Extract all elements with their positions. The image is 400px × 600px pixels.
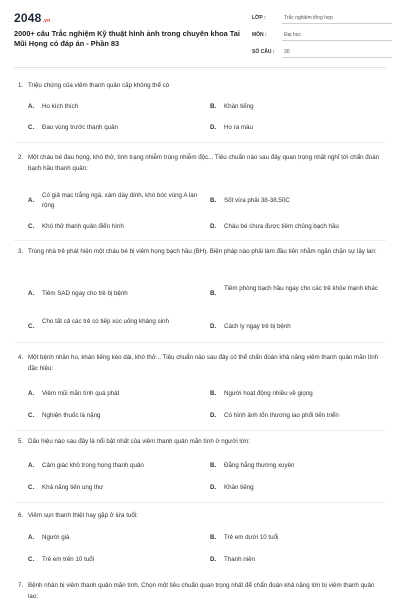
question-6 bbox=[14, 510, 386, 574]
option-letter: C. bbox=[28, 484, 35, 491]
meta-value: Đại học bbox=[282, 29, 392, 41]
option-text: Có hình ảnh tổn thương lao phổi tiến triển bbox=[224, 412, 339, 419]
option-letter: B. bbox=[210, 390, 217, 397]
option-letter: C. bbox=[28, 412, 35, 419]
option-letter: D. bbox=[210, 412, 217, 419]
question-stem: Trong nhà trẻ phát hiện một cháu bé bị viêm họng bạch hầu (BH). Biện pháp nào phải làm đầu tiên nhằm ngăn chặn sự lây lan: bbox=[28, 248, 377, 255]
question-divider bbox=[14, 240, 386, 241]
option-text: Ho kích thích bbox=[42, 103, 79, 110]
option-text: Khó thở thanh quản điển hình bbox=[42, 223, 124, 230]
option-letter: C. bbox=[28, 124, 35, 131]
question-7 bbox=[14, 580, 386, 600]
meta-key: MÔN : bbox=[252, 32, 267, 38]
question-text bbox=[14, 510, 386, 521]
option-text: Sốt vừa phải 38-38,50C bbox=[224, 197, 290, 204]
option-text: Tiêm phòng bạch hầu ngay cho các trẻ khỏe mạnh khác bbox=[224, 285, 378, 292]
option-letter: B. bbox=[210, 462, 217, 469]
question-text bbox=[14, 152, 386, 174]
option-letter: A. bbox=[28, 462, 35, 469]
option-letter: D. bbox=[210, 484, 217, 491]
option-text: Khàn tiếng bbox=[224, 484, 254, 491]
question-divider bbox=[14, 342, 386, 343]
logo-suffix: .vn bbox=[42, 18, 51, 24]
question-4 bbox=[14, 352, 386, 432]
option-text: Đau vùng trước thanh quản bbox=[42, 124, 118, 131]
option-text: Ho ra máu bbox=[224, 124, 253, 131]
document-header bbox=[0, 0, 400, 62]
meta-row-class bbox=[252, 12, 392, 24]
option-text: Khả năng tiến ung thư bbox=[42, 484, 104, 491]
question-5 bbox=[14, 436, 386, 500]
option-text: Cảm giác khô trong họng thanh quản bbox=[42, 462, 144, 469]
question-text bbox=[14, 436, 386, 447]
option-text: Trẻ em dưới 10 tuổi bbox=[224, 534, 279, 541]
question-stem: Bệnh nhân bị viêm thanh quản mãn tính. Chọn một tiêu chuẩn quan trọng nhất để chẩn đoán khả năng lớn bị viêm thanh quản lao: bbox=[28, 582, 375, 600]
option-letter: A. bbox=[28, 534, 35, 541]
question-number: 7. bbox=[18, 582, 24, 589]
option-text: Có giả mạc trắng ngà, xám dày dính, khó bóc vùng A lan rộng bbox=[42, 192, 198, 209]
meta-row-subject bbox=[252, 29, 392, 41]
question-divider bbox=[14, 502, 386, 503]
question-stem: Một cháu bé đau họng, khó thở, tình trạng nhiễm trùng nhiễm độc... Tiêu chuẩn nào sau đây quan trọng nhất nghĩ tới chẩn đoán bạch hầu thanh quản: bbox=[28, 154, 380, 172]
question-stem: Dấu hiệu nào sau đây là nổi bật nhất của viêm thanh quản mãn tính ở người lớn: bbox=[28, 438, 251, 445]
option-text: Khàn tiếng bbox=[224, 103, 254, 110]
option-text: Trẻ em trên 10 tuổi bbox=[42, 556, 95, 563]
option-letter: B. bbox=[210, 534, 217, 541]
document-meta bbox=[252, 12, 392, 63]
question-number: 3. bbox=[18, 248, 24, 255]
option-letter: C. bbox=[28, 223, 35, 230]
option-text: Cháu bé chưa được tiêm chủng bạch hầu bbox=[224, 223, 339, 230]
option-letter: D. bbox=[210, 323, 217, 330]
document-title: 2000+ câu Trắc nghiệm Kỹ thuật hình ảnh trong chuyên khoa Tai Mũi Họng có đáp án - Phần 83 bbox=[14, 29, 240, 48]
option-text: Viêm mũi mãn tính quá phát bbox=[42, 390, 120, 397]
question-stem: Triệu chứng của viêm thanh quản cấp không thể có bbox=[28, 82, 170, 89]
question-text bbox=[14, 80, 386, 91]
option-letter: A. bbox=[28, 197, 35, 204]
option-letter: A. bbox=[28, 390, 35, 397]
option-letter: B. bbox=[210, 197, 217, 204]
question-divider bbox=[14, 142, 386, 143]
option-letter: D. bbox=[210, 223, 217, 230]
option-letter: B. bbox=[210, 103, 217, 110]
question-text bbox=[14, 246, 386, 257]
question-1 bbox=[14, 80, 386, 140]
question-number: 4. bbox=[18, 354, 24, 361]
option-text: Cách ly ngay trẻ bị bệnh bbox=[224, 323, 291, 330]
question-divider bbox=[14, 430, 386, 431]
question-text bbox=[14, 580, 386, 600]
question-text bbox=[14, 352, 386, 374]
logo-main: 2048 bbox=[14, 11, 42, 25]
header-divider bbox=[14, 67, 386, 68]
option-text: Thanh niên bbox=[224, 556, 255, 563]
question-stem: Viêm sụn thanh thiệt hay gặp ở lứa tuổi: bbox=[28, 512, 138, 519]
meta-value: Trắc nghiệm tổng hợp bbox=[282, 12, 392, 24]
question-stem: Một bệnh nhân ho, khàn tiếng kéo dài, khó thở... Tiêu chuẩn nào sau đây có thể chẩn đoán khả năng viêm thanh quản mãn tính đặc hiệu: bbox=[28, 354, 379, 372]
meta-value: 30 bbox=[282, 46, 392, 58]
question-number: 1. bbox=[18, 82, 24, 89]
option-text: Người già bbox=[42, 534, 70, 541]
meta-row-count bbox=[252, 46, 392, 58]
meta-key: SỐ CÂU : bbox=[252, 49, 275, 55]
question-2 bbox=[14, 152, 386, 244]
option-letter: B. bbox=[210, 290, 217, 297]
question-number: 5. bbox=[18, 438, 24, 445]
option-letter: C. bbox=[28, 323, 35, 330]
option-text: Cho tất cả các trẻ có tiếp xúc uống kháng sinh bbox=[42, 318, 169, 325]
option-text: Đằng hắng thường xuyên bbox=[224, 462, 295, 469]
option-letter: D. bbox=[210, 556, 217, 563]
site-logo[interactable] bbox=[14, 11, 50, 25]
question-number: 2. bbox=[18, 154, 24, 161]
option-letter: A. bbox=[28, 103, 35, 110]
option-letter: C. bbox=[28, 556, 35, 563]
option-text: Người hoạt động nhiều về giọng bbox=[224, 390, 313, 397]
question-number: 6. bbox=[18, 512, 24, 519]
question-3 bbox=[14, 246, 386, 344]
option-text: Tiêm SAD ngay cho trẻ bị bệnh bbox=[42, 290, 128, 297]
option-letter: D. bbox=[210, 124, 217, 131]
option-text: Nghiện thuốc lá nặng bbox=[42, 412, 101, 419]
option-letter: A. bbox=[28, 290, 35, 297]
meta-key: LỚP : bbox=[252, 15, 266, 21]
